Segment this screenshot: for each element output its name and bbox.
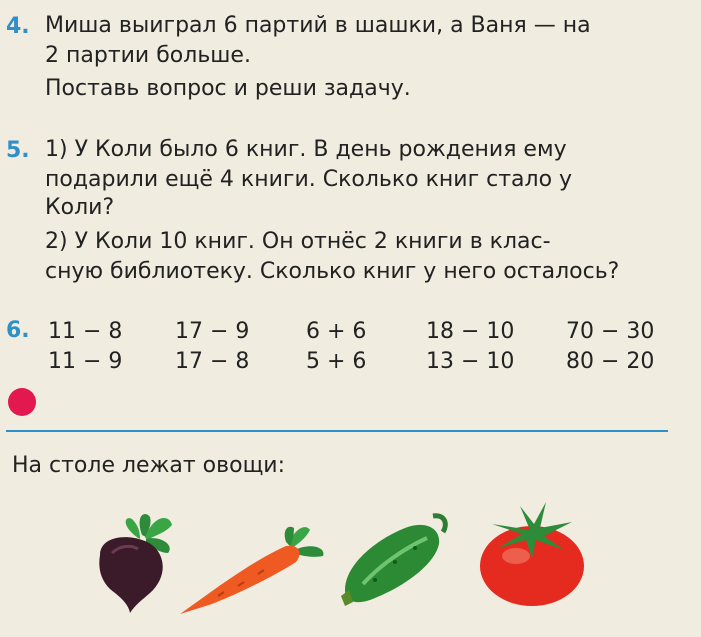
carrot-icon bbox=[178, 522, 328, 617]
task-text-line: 2) У Коли 10 книг. Он отнёс 2 книги в клас- bbox=[45, 229, 551, 254]
expression: 80 − 20 bbox=[566, 349, 655, 374]
vegetables-caption: На столе лежат овощи: bbox=[12, 453, 286, 478]
expression: 17 − 9 bbox=[175, 319, 250, 344]
cucumber-icon bbox=[335, 510, 450, 610]
expression: 13 − 10 bbox=[426, 349, 515, 374]
task-number: 5. bbox=[6, 138, 30, 163]
section-divider bbox=[6, 430, 668, 432]
task-number: 4. bbox=[6, 14, 30, 39]
tomato-icon bbox=[474, 500, 589, 610]
task-text-line: подарили ещё 4 книги. Сколько книг стало у bbox=[45, 167, 573, 192]
expression: 6 + 6 bbox=[306, 319, 367, 344]
expression: 18 − 10 bbox=[426, 319, 515, 344]
task-number: 6. bbox=[6, 318, 30, 343]
task-text-line: Миша выиграл 6 партий в шашки, а Ваня — на bbox=[45, 13, 591, 38]
task-text-line: Поставь вопрос и реши задачу. bbox=[45, 76, 411, 101]
expression: 5 + 6 bbox=[306, 349, 367, 374]
expression: 17 − 8 bbox=[175, 349, 250, 374]
beet-icon bbox=[90, 505, 180, 615]
task-text-line: сную библиотеку. Сколько книг у него осталось? bbox=[45, 259, 620, 284]
expression: 11 − 8 bbox=[48, 319, 123, 344]
expression: 70 − 30 bbox=[566, 319, 655, 344]
section-marker-dot bbox=[8, 388, 36, 416]
expression: 11 − 9 bbox=[48, 349, 123, 374]
task-text-line: 1) У Коли было 6 книг. В день рождения ему bbox=[45, 137, 567, 162]
task-text-line: Коли? bbox=[45, 195, 115, 220]
task-text-line: 2 партии больше. bbox=[45, 43, 251, 68]
